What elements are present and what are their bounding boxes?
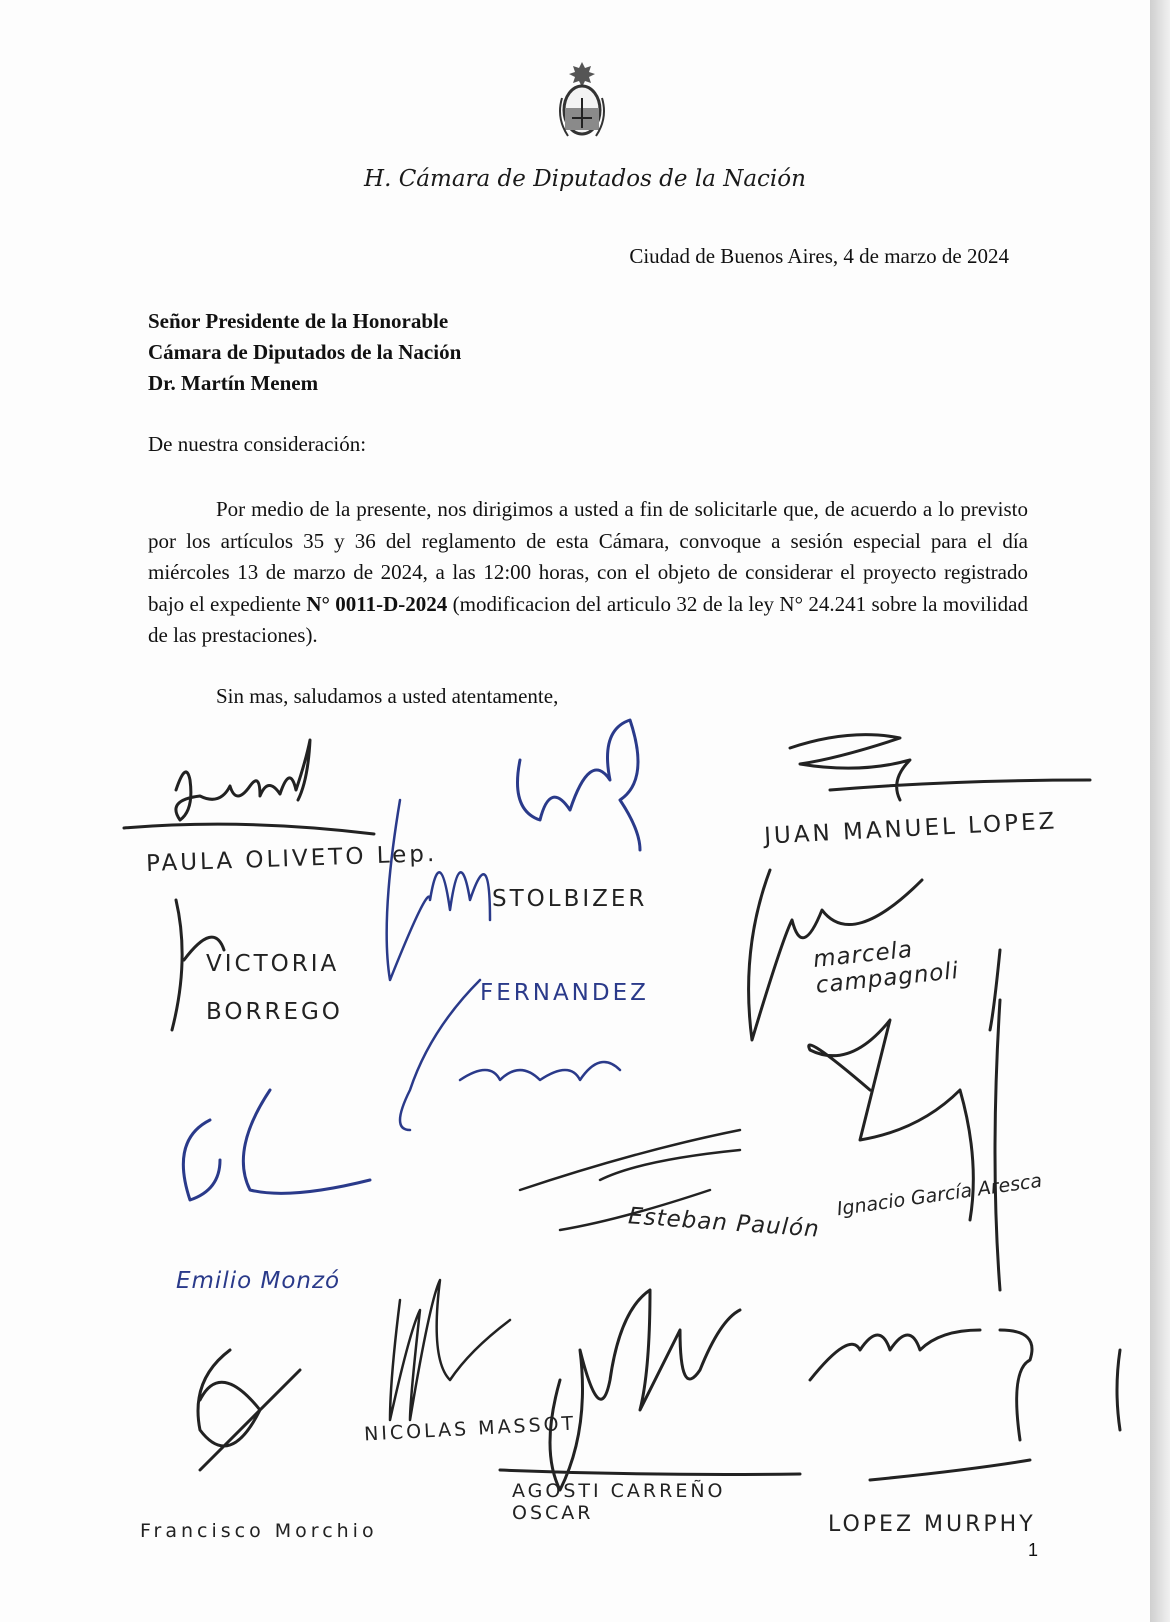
signature-name: NICOLAS MASSOT <box>363 1412 577 1446</box>
page-number: 1 <box>1028 1540 1039 1560</box>
signature-monzo-mark <box>183 1090 370 1200</box>
national-coat-of-arms-icon <box>556 58 608 140</box>
signature-stolbizer-mark <box>518 720 641 850</box>
signature-morchio-mark <box>198 1350 300 1470</box>
signature-name: Ignacio García Aresca <box>835 1169 1044 1221</box>
signature-name: Emilio Monzó <box>176 1268 341 1294</box>
closing-line: Sin mas, saludamos a usted atentamente, <box>216 684 559 708</box>
signature-name: JUAN MANUEL LOPEZ <box>763 808 1058 850</box>
signature-jmlopez-mark <box>790 735 1090 800</box>
body-text-part1: Por medio de la presente, nos dirigimos a usted a fin de solicitarle que, de acuerdo a lo previsto por los artículos 35 y 36 del reglamento de esta Cámara, convoque a sesión especial para el día miércoles 13 de marzo de 2024, a las 12:00 horas, con el objeto de considerar el proyecto registrado bajo el expediente <box>148 497 1028 616</box>
signature-name: PAULA OLIVETO Lep. <box>145 840 438 878</box>
expediente-number: N° 0011-D-2024 <box>306 591 448 616</box>
signature-name: STOLBIZER <box>492 886 648 912</box>
signature-murphy-mark <box>810 1330 1120 1480</box>
signature-name: FERNANDEZ <box>480 980 649 1006</box>
signature-aresca-mark <box>809 1000 1000 1290</box>
institution-letterhead: H. Cámara de Diputados de la Nación <box>364 166 806 192</box>
signature-name: Francisco Morchio <box>140 1520 378 1542</box>
addressee-line: Dr. Martín Menem <box>148 371 319 395</box>
addressee-block <box>148 306 461 399</box>
letter-date: Ciudad de Buenos Aires, 4 de marzo de 2024 <box>629 244 1009 268</box>
signature-carreno-mark <box>500 1290 800 1490</box>
signature-oliveto-mark <box>124 740 374 834</box>
signature-name: VICTORIA BORREGO <box>206 951 343 1025</box>
signature-name: AGOSTI CARREÑO OSCAR <box>512 1480 726 1524</box>
body-paragraph <box>148 494 1028 652</box>
body-text-part2: (modificacion del articulo 32 de la ley N° 24.241 sobre la movilidad de las prestaciones). <box>148 591 1028 647</box>
addressee-line: Señor Presidente de la Honorable <box>148 309 449 333</box>
signature-massot-mark <box>390 1280 510 1420</box>
addressee-line: Cámara de Diputados de la Nación <box>148 340 462 364</box>
greeting: De nuestra consideración: <box>148 432 367 456</box>
signature-name: marcela campagnoli <box>811 936 961 999</box>
signature-name: Esteban Paulón <box>627 1203 821 1243</box>
signature-name: LOPEZ MURPHY <box>828 1512 1036 1537</box>
page-edge <box>1150 0 1170 1622</box>
